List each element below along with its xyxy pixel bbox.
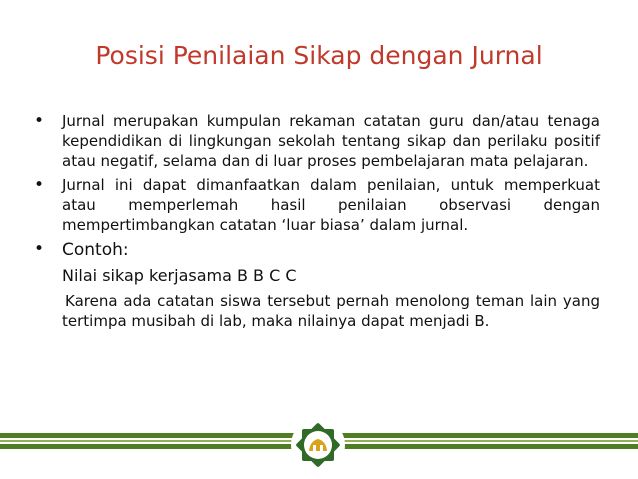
star-octagon-emblem-icon	[290, 417, 346, 473]
bullet-symbol: •	[34, 175, 45, 195]
slide-title: Posisi Penilaian Sikap dengan Jurnal	[95, 41, 543, 70]
bullet-item	[26, 239, 600, 261]
bullet-item	[26, 111, 600, 171]
bullet-symbol: •	[34, 239, 45, 259]
bullet-text: Jurnal ini dapat dimanfaatkan dalam penilaian, untuk memperkuat atau memperlemah hasil penilaian observasi dengan mempertimbangkan catatan ‘luar biasa’ dalam jurnal.	[62, 176, 600, 234]
bullet-text: Contoh:	[62, 240, 129, 260]
slide-content	[26, 111, 600, 335]
bullet-item	[26, 175, 600, 235]
example-line: Nilai sikap kerjasama B B C C	[62, 266, 297, 285]
bullet-symbol: •	[34, 111, 45, 131]
example-explanation: Karena ada catatan siswa tersebut pernah menolong teman lain yang tertimpa musibah di lab, maka nilainya dapat menjadi B.	[62, 292, 600, 330]
bullet-text: Jurnal merupakan kumpulan rekaman catatan guru dan/atau tenaga kependidikan di lingkungan sekolah tentang sikap dan perilaku positif atau negatif, selama dan di luar proses pembelajaran mata pelajaran.	[62, 112, 600, 170]
